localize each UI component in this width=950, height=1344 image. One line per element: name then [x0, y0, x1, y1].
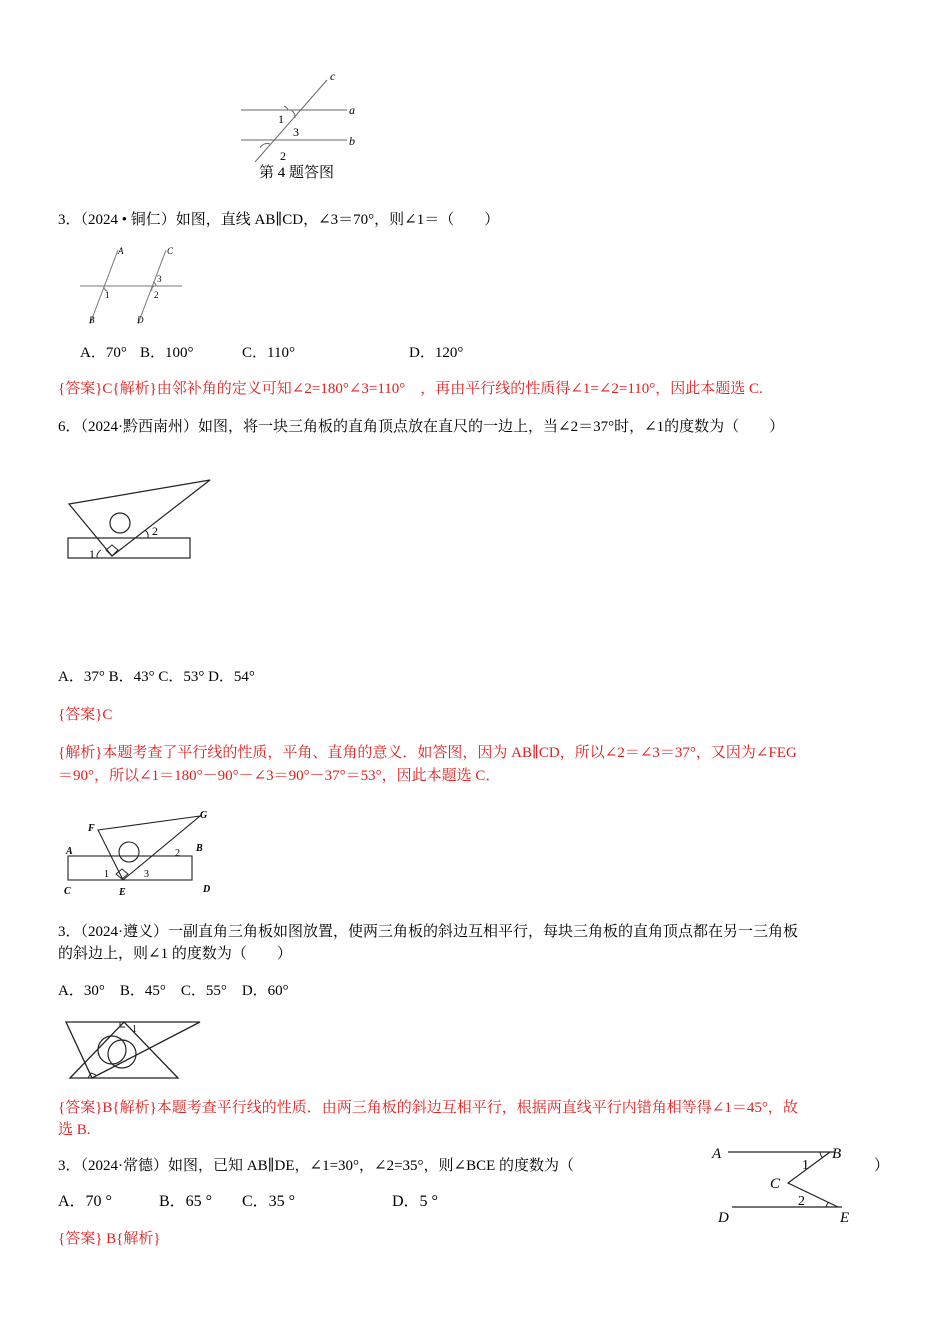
- label-angle-1: 1: [104, 869, 109, 880]
- label-angle-2: 2: [175, 848, 180, 859]
- question-zunyi-stem-line1: 3．（2024·遵义）一副直角三角板如图放置，使两三角板的斜边互相平行，每块三角板的直角顶点都在另一三角板: [58, 924, 799, 940]
- label-angle-1: 1: [105, 290, 110, 300]
- option-a: A．70 °: [58, 1193, 112, 1210]
- analysis-qianxinan-line2: ＝90°，所以∠1＝180°－90°－∠3＝90°－37°＝53°，因此本题选 C．: [58, 768, 501, 784]
- option-b: B．65 °: [159, 1193, 213, 1210]
- answer-tongren: {答案}C{解析}由邻补角的定义可知∠2=180°∠3=110° ，再由平行线的性质得∠1=∠2=110°，因此本题选 C.: [58, 381, 763, 397]
- answer-qianxinan: {答案}C: [58, 707, 113, 723]
- label-angle-3: 3: [144, 869, 149, 880]
- label-B: B: [89, 315, 95, 325]
- figure-parallel-lines-transversal: [235, 66, 365, 162]
- label-angle-2: 2: [280, 149, 286, 162]
- option-c: C．35 °: [242, 1193, 296, 1210]
- label-C: C: [167, 246, 174, 256]
- answer-zunyi-line1: {答案}B{解析}本题考查平行线的性质．由两三角板的斜边互相平行，根据两直线平行内错角相等得∠1＝45°，故: [58, 1100, 798, 1116]
- label-angle-3: 3: [157, 274, 162, 284]
- label-D: D: [718, 1210, 729, 1226]
- label-angle-1: 1: [89, 547, 95, 561]
- options-qianxinan: A．37° B．43° C．53° D．54°: [58, 669, 255, 685]
- label-angle-2: 2: [154, 290, 159, 300]
- label-angle-1: 1: [278, 112, 284, 126]
- label-D: D: [137, 315, 144, 325]
- answer-zunyi-line2: 选 B.: [58, 1122, 91, 1138]
- label-angle-1: 1: [802, 1158, 809, 1173]
- label-angle-1: 1: [132, 1024, 137, 1035]
- label-G: G: [200, 810, 208, 821]
- label-C: C: [770, 1176, 781, 1192]
- options-zunyi: A．30° B．45° C．55° D．60°: [58, 983, 289, 999]
- option-d: D．120°: [409, 345, 464, 361]
- question-changde-stem: 3．（2024·常德）如图，已知 AB∥DE，∠1=30°，∠2=35°，则∠BCE 的度数为（: [58, 1158, 575, 1174]
- label-angle-2: 2: [798, 1194, 805, 1209]
- figure-caption: 第 4 题答图: [259, 165, 335, 181]
- label-E: E: [119, 887, 126, 898]
- figure-qianxinan: [64, 476, 216, 564]
- answer-figure-qianxinan: [60, 806, 220, 898]
- option-a: A．70°: [80, 345, 127, 361]
- question-tongren-stem: 3．（2024 • 铜仁）如图，直线 AB∥CD，∠3＝70°，则∠1＝（ ）: [58, 212, 500, 228]
- label-A: A: [118, 246, 124, 256]
- label-D: D: [203, 884, 211, 895]
- label-F: F: [88, 823, 95, 834]
- option-d: D．5 °: [392, 1193, 438, 1210]
- label-b: b: [349, 134, 355, 148]
- label-A: A: [66, 846, 73, 857]
- label-angle-3: 3: [293, 125, 299, 139]
- label-A: A: [712, 1146, 722, 1162]
- question-changde-paren-close: ）: [874, 1158, 890, 1174]
- label-a: a: [349, 103, 355, 117]
- figure-changde: [708, 1138, 858, 1228]
- label-C: C: [64, 886, 71, 897]
- label-B: B: [832, 1146, 842, 1162]
- question-zunyi-stem-line2: 的斜边上，则∠1 的度数为（ ）: [58, 946, 292, 962]
- option-b: B．100°: [140, 345, 194, 361]
- label-B: B: [196, 843, 203, 854]
- option-c: C．110°: [242, 345, 295, 361]
- question-qianxinan-stem: 6．（2024·黔西南州）如图，将一块三角板的直角顶点放在直尺的一边上，当∠2＝37°时，∠1的度数为（ ）: [58, 419, 785, 435]
- figure-tongren: [78, 244, 188, 328]
- figure-zunyi: [62, 1016, 206, 1082]
- label-c: c: [330, 69, 336, 83]
- label-angle-2: 2: [152, 524, 158, 538]
- answer-changde: {答案} B{解析}: [58, 1231, 161, 1247]
- analysis-qianxinan-line1: {解析}本题考查了平行线的性质，平角、直角的意义．如答图，因为 AB∥CD，所以∠2＝∠3＝37°，又因为∠FEG: [58, 745, 797, 761]
- label-E: E: [840, 1210, 850, 1226]
